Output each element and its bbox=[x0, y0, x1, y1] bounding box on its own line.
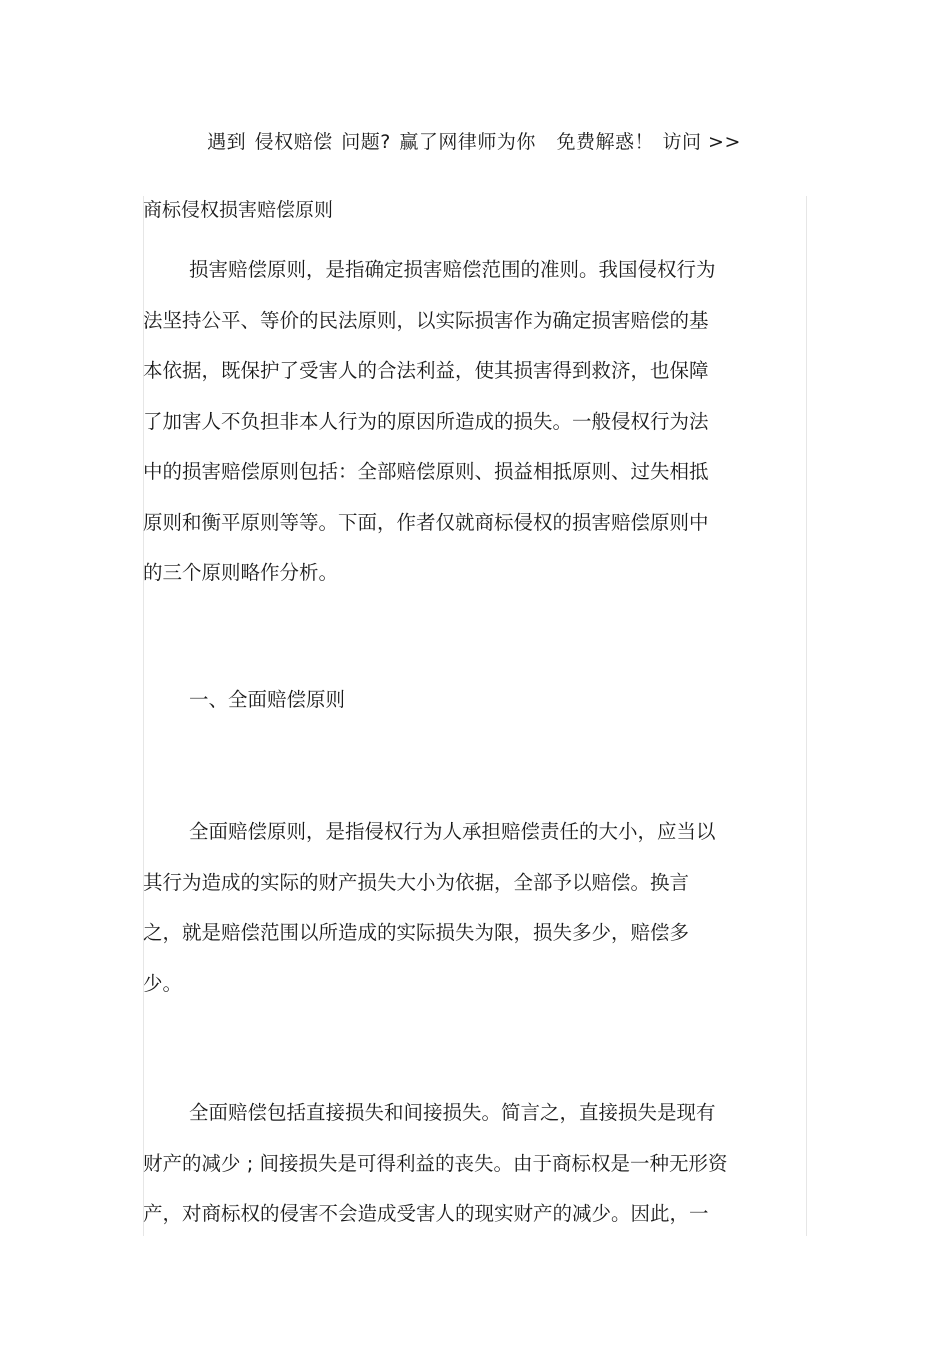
paragraph-line: 中的损害赔偿原则包括：全部赔偿原则、损益相抵原则、过失相抵 bbox=[143, 460, 709, 483]
paragraph-line: 了加害人不负担非本人行为的原因所造成的损失。一般侵权行为法 bbox=[143, 409, 709, 433]
paragraph-line: 少。 bbox=[143, 971, 183, 995]
promo-banner[interactable] bbox=[0, 128, 950, 156]
paragraph-line: 全面赔偿包括直接损失和间接损失。简言之，直接损失是现有 bbox=[189, 1101, 716, 1124]
paragraph-direct-indirect-loss bbox=[143, 1088, 783, 1240]
paragraph-full-compensation-definition bbox=[143, 807, 783, 1009]
document-title: 商标侵权损害赔偿原则 bbox=[143, 199, 334, 221]
section-heading-full-compensation: 一、全面赔偿原则 bbox=[189, 688, 346, 711]
paragraph-line: 财产的减少 ; 间接损失是可得利益的丧失。由于商标权是一种无形资 bbox=[143, 1151, 728, 1175]
paragraph-line: 其行为造成的实际的财产损失大小为依据，全部予以赔偿。换言 bbox=[143, 870, 690, 894]
banner-topic-link[interactable]: 侵权赔偿 bbox=[254, 131, 333, 153]
banner-text-encounter: 遇到 bbox=[207, 131, 247, 153]
paragraph-intro bbox=[143, 245, 783, 599]
banner-text-free: 免费解惑！ bbox=[556, 131, 654, 153]
paragraph-line: 法坚持公平、等价的民法原则，以实际损害作为确定损害赔偿的基 bbox=[143, 308, 709, 332]
paragraph-line: 全面赔偿原则，是指侵权行为人承担赔偿责任的大小，应当以 bbox=[189, 820, 716, 843]
banner-text-question: 问题? bbox=[341, 131, 391, 153]
paragraph-line: 本依据，既保护了受害人的合法利益，使其损害得到救济，也保障 bbox=[143, 359, 709, 382]
paragraph-line: 之，就是赔偿范围以所造成的实际损失为限，损失多少，赔偿多 bbox=[143, 921, 690, 944]
paragraph-line: 的三个原则略作分析。 bbox=[143, 561, 339, 584]
banner-text-lawyer: 赢了网律师为你 bbox=[399, 131, 536, 153]
banner-visit-link[interactable]: 访问 >> bbox=[662, 131, 741, 153]
paragraph-line: 损害赔偿原则，是指确定损害赔偿范围的准则。我国侵权行为 bbox=[189, 258, 716, 281]
paragraph-line: 产，对商标权的侵害不会造成受害人的现实财产的减少。因此，一 bbox=[143, 1202, 709, 1225]
paragraph-line: 原则和衡平原则等等。下面，作者仅就商标侵权的损害赔偿原则中 bbox=[143, 510, 709, 534]
